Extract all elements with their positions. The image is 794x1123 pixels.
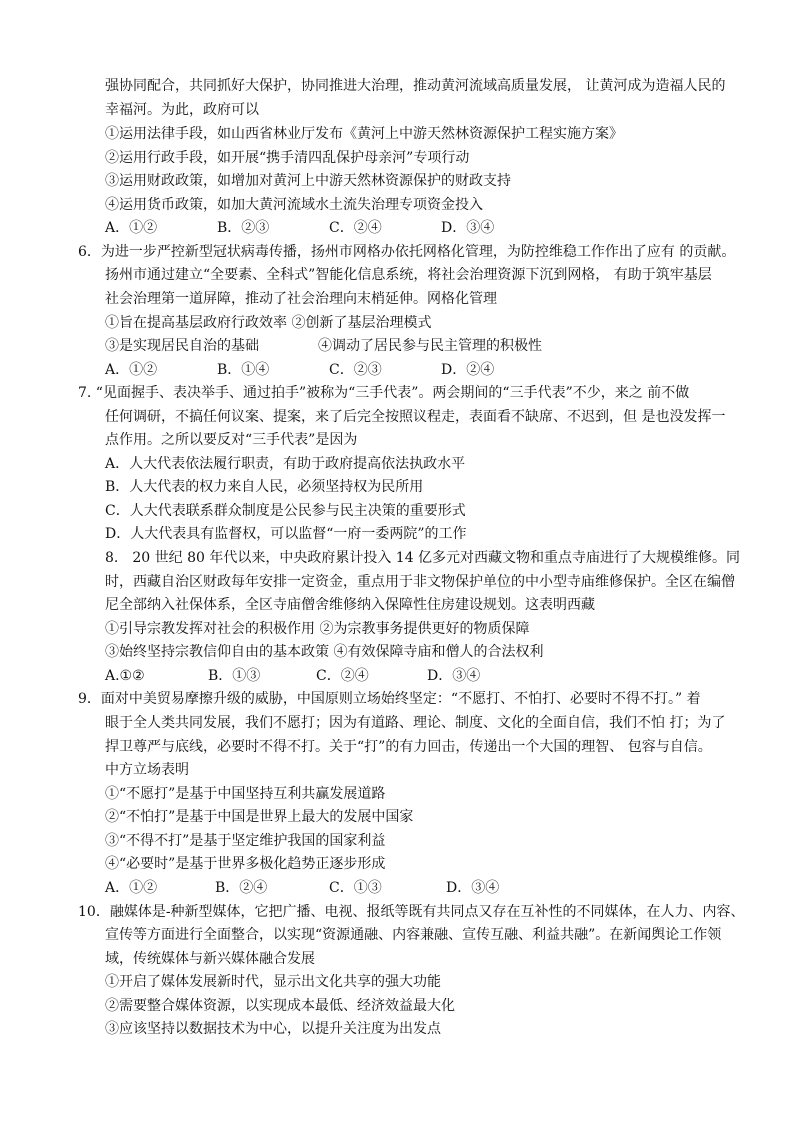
q10-statement-3: ③应该坚持以数据技术为中心，以提升关注度为出发点 xyxy=(105,1021,441,1037)
q6-option-d: D．②④ xyxy=(441,362,495,378)
q8-statements-1-2: ①引导宗教发挥对社会的积极作用 ②为宗教事务提供更好的物质保障 xyxy=(105,621,530,637)
q10-stem-line-2: 宣传等方面进行全面整合，以实现“资源通融、内容兼融、宣传互融、利益共融”。在新闻舆论工作领 xyxy=(105,927,722,943)
q5-option-b: B．②③ xyxy=(217,220,270,236)
q7-option-c: C．人大代表联系群众制度是公民参与民主决策的重要形式 xyxy=(105,503,466,519)
q9-stem-line-3: 捍卫尊严与底线，必要时不得不打。关于“打”的有力回击，传递出一个大国的理智、 包容与自信。 xyxy=(105,739,712,755)
q5-statement-1: ①运用法律手段，如山西省林业厅发布《黄河上中游天然林资源保护工程实施方案》 xyxy=(105,126,623,142)
q7-stem-line-3: 点作用。之所以要反对“三手代表”是因为 xyxy=(105,432,358,448)
q9-statement-1: ①“不愿打”是基于中国坚持互利共赢发展道路 xyxy=(105,786,386,802)
q5-statement-3: ③运用财政政策，如增加对黄河上中游天然林资源保护的财政支持 xyxy=(105,173,511,189)
q7-stem-line-2: 任何调研，不搞任何议案、提案，来了后完全按照议程走，表面看不缺席、不迟到，但 是也没发挥一 xyxy=(105,409,726,425)
q10-stem-line-3: 域，传统媒体与新兴媒体融合发展 xyxy=(105,951,315,967)
q8-stem-line-2: 时，西藏自治区财政每年安排一定资金，重点用于非文物保护单位的中小型寺庙维修保护。全区在编僧 xyxy=(105,574,735,590)
q10-statement-2: ②需要整合媒体资源，以实现成本最低、经济效益最大化 xyxy=(105,998,455,1014)
q6-option-c: C．②③ xyxy=(329,362,382,378)
q6-option-a: A．①② xyxy=(105,362,158,378)
q9-option-a: A．①② xyxy=(105,880,158,896)
q6-option-b: B．①④ xyxy=(217,362,270,378)
q8-option-a: A.①② xyxy=(105,668,145,684)
q8-option-d: D．③④ xyxy=(427,668,481,684)
q8-stem-line-3: 尼全部纳入社保体系，全区寺庙僧舍维修纳入保障性住房建设规划。这表明西藏 xyxy=(105,597,595,613)
q6-stem-line-2: 扬州市通过建立“全要素、全科式”智能化信息系统，将社会治理资源下沉到网格， 有助于筑牢基层 xyxy=(105,267,712,283)
q9-statement-2: ②“不怕打”是基于中国是世界上最大的发展中国家 xyxy=(105,809,414,825)
q5-option-c: C．②④ xyxy=(329,220,382,236)
q9-statement-3: ③“不得不打”是基于坚定维护我国的国家利益 xyxy=(105,833,386,849)
q8-option-b: B．①③ xyxy=(208,668,261,684)
q6-stem-line-3: 社会治理第一道屏障，推动了社会治理向末梢延伸。网格化管理 xyxy=(105,291,497,307)
q5-stem-line-2: 幸福河。为此，政府可以 xyxy=(105,102,259,118)
q5-option-d: D．③④ xyxy=(441,220,495,236)
q8-statements-3-4: ③始终坚持宗教信仰自由的基本政策 ④有效保障寺庙和僧人的合法权利 xyxy=(105,644,544,660)
q9-option-c: C．①③ xyxy=(329,880,382,896)
q9-stem-line-1: 9．面对中美贸易摩擦升级的威胁，中国原则立场始终坚定：“不愿打、不怕打、必要时不得不打。” 着 xyxy=(78,691,701,707)
q6-stem-line-1: 6．为进一步严控新型冠状病毒传播，扬州市网格办依托网格化管理，为防控维稳工作作出了应有 的贡献。 xyxy=(78,244,736,260)
q10-statement-1: ①开启了媒体发展新时代，显示出文化共享的强大功能 xyxy=(105,974,441,990)
q9-stem-line-2: 眼于全人类共同发展，我们不愿打；因为有道路、理论、制度、文化的全面自信，我们不怕 打；为了 xyxy=(105,715,726,731)
q9-stem-line-4: 中方立场表明 xyxy=(105,762,189,778)
q6-statements-1-2: ①旨在提高基层政府行政效率 ②创新了基层治理模式 xyxy=(105,315,432,331)
q7-option-b: B．人大代表的权力来自人民，必须坚持权为民所用 xyxy=(105,479,424,495)
q5-statement-2: ②运用行政手段，如开展“携手清四乱保护母亲河”专项行动 xyxy=(105,150,470,166)
q5-statement-4: ④运用货币政策，如加大黄河流域水土流失治理专项资金投入 xyxy=(105,197,483,213)
q6-statement-4: ④调动了居民参与民主管理的积极性 xyxy=(318,338,542,354)
q7-stem-line-1: 7. “见面握手、表决举手、通过拍手”被称为“三手代表”。两会期间的“三手代表”不少，来之 前不做 xyxy=(78,385,690,401)
q7-option-d: D．人大代表具有监督权，可以监督“一府一委两院”的工作 xyxy=(105,526,467,542)
q6-statement-3: ③是实现居民自治的基础 xyxy=(105,338,259,354)
q5-stem-line-1: 强协同配合，共同抓好大保护，协同推进大治理，推动黄河流域高质量发展， 让黄河成为造福人民的 xyxy=(105,78,726,94)
q8-option-c: C．②④ xyxy=(316,668,369,684)
q9-statement-4: ④“必要时”是基于世界多极化趋势正逐步形成 xyxy=(105,856,386,872)
q8-stem-line-1: 8. 20 世纪 80 年代以来，中央政府累计投入 14 亿多元对西藏文物和重点寺庙进行了大规模维修。同 xyxy=(105,550,741,566)
q7-option-a: A．人大代表依法履行职责，有助于政府提高依法执政水平 xyxy=(105,456,466,472)
q5-option-a: A．①② xyxy=(105,220,158,236)
q9-option-b: B．②④ xyxy=(215,880,268,896)
q9-option-d: D．③④ xyxy=(446,880,500,896)
q10-stem-line-1: 10．融媒体是-种新型媒体，它把广播、电视、报纸等既有共同点又存在互补性的不同媒体，在人力、内容、 xyxy=(78,904,745,920)
